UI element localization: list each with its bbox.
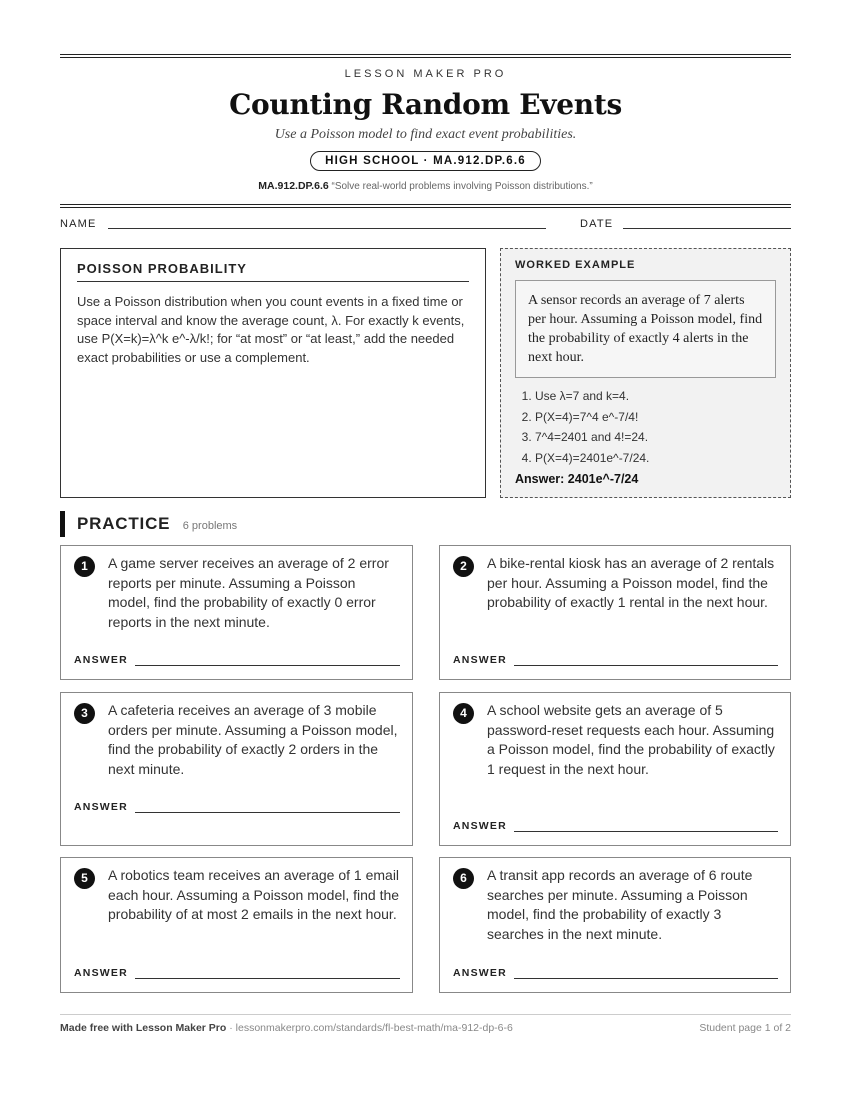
problem-number-badge: 2 <box>453 556 474 577</box>
answer-label: ANSWER <box>74 654 128 666</box>
grade-standard-badge: HIGH SCHOOL · MA.912.DP.6.6 <box>310 151 541 171</box>
problem-number-badge: 3 <box>74 703 95 724</box>
worked-example-answer: Answer: 2401e^-7/24 <box>515 472 639 486</box>
worked-example-title: WORKED EXAMPLE <box>515 259 636 271</box>
answer-field[interactable] <box>514 831 778 832</box>
answer-row <box>74 653 400 667</box>
answer-label: ANSWER <box>453 654 507 666</box>
answer-row <box>453 966 778 980</box>
name-label: NAME <box>60 218 97 230</box>
answer-row <box>74 966 400 980</box>
worked-step: 2. P(X=4)=7^4 e^-7/4! <box>535 407 776 428</box>
answer-label: ANSWER <box>74 801 128 813</box>
answer-field[interactable] <box>135 812 400 813</box>
standard-text: “Solve real-world problems involving Poisson distributions.” <box>331 181 593 192</box>
problem-card-2 <box>439 545 791 680</box>
name-date-row <box>60 214 791 234</box>
page-title: Counting Random Events <box>229 88 622 121</box>
answer-field[interactable] <box>514 665 778 666</box>
worked-example-steps <box>515 386 776 468</box>
problem-card-6 <box>439 857 791 993</box>
answer-label: ANSWER <box>453 820 507 832</box>
footer-made-with: Made free with Lesson Maker Pro <box>60 1022 227 1034</box>
problem-number-badge: 4 <box>453 703 474 724</box>
answer-field[interactable] <box>514 978 778 979</box>
problem-text: A cafeteria receives an average of 3 mobile orders per minute. Assuming a Poisson model, find the probability of exactly 2 orders in the next minute. <box>108 702 398 777</box>
problem-card-4 <box>439 692 791 846</box>
brand-name: LESSON MAKER PRO <box>344 68 507 80</box>
worked-step: 4. P(X=4)=2401e^-7/24. <box>535 448 776 469</box>
concept-body: Use a Poisson distribution when you count events in a fixed time or space interval and know the average count, λ. For exactly k events, use P(X=k)=λ^k e^-λ/k!; for “at most” or “at least,” add the needed exact probabilities or use a complement. <box>77 294 465 365</box>
problem-card-3 <box>60 692 413 846</box>
standard-code: MA.912.DP.6.6 <box>258 180 329 192</box>
date-field[interactable] <box>623 228 791 229</box>
header-bottom-rule <box>60 204 791 208</box>
problem-card-5 <box>60 857 413 993</box>
worked-example-box <box>500 248 791 498</box>
worked-step: 3. 7^4=2401 and 4!=24. <box>535 427 776 448</box>
name-field[interactable] <box>108 228 546 229</box>
worksheet-page <box>60 54 791 1034</box>
problem-number-badge: 5 <box>74 868 95 889</box>
problem-number-badge: 1 <box>74 556 95 577</box>
worked-step: 1. Use λ=7 and k=4. <box>535 386 776 407</box>
problem-text: A robotics team receives an average of 1 email each hour. Assuming a Poisson model, find the probability of at most 2 emails in the next hour. <box>108 867 400 922</box>
concept-title: POISSON PROBABILITY <box>77 261 469 282</box>
answer-row <box>74 800 400 814</box>
worksheet-header <box>60 58 791 192</box>
footer-page-number: Student page 1 of 2 <box>699 1022 791 1034</box>
practice-title: PRACTICE <box>77 514 171 533</box>
practice-count: 6 problems <box>182 520 238 532</box>
problem-card-1 <box>60 545 413 680</box>
practice-heading <box>60 511 237 537</box>
answer-label: ANSWER <box>453 967 507 979</box>
answer-label: ANSWER <box>74 967 128 979</box>
page-subtitle: Use a Poisson model to find exact event probabilities. <box>274 127 577 142</box>
standard-description <box>60 180 791 192</box>
concept-box <box>60 248 486 498</box>
answer-field[interactable] <box>135 978 400 979</box>
answer-row <box>453 653 778 667</box>
problem-text: A game server receives an average of 2 error reports per minute. Assuming a Poisson model, find the probability of exactly 0 error reports in the next minute. <box>108 555 389 630</box>
problem-number-badge: 6 <box>453 868 474 889</box>
problem-text: A bike-rental kiosk has an average of 2 rentals per hour. Assuming a Poisson model, find the probability of exactly 1 rental in the next hour. <box>487 555 775 610</box>
worked-example-problem: A sensor records an average of 7 alerts per hour. Assuming a Poisson model, find the probability of exactly 4 alerts in the next hour. <box>515 280 776 378</box>
footer-url[interactable]: · lessonmakerpro.com/standards/fl-best-math/ma-912-dp-6-6 <box>226 1022 513 1034</box>
date-label: DATE <box>580 218 614 230</box>
answer-row <box>453 819 778 833</box>
answer-field[interactable] <box>135 665 400 666</box>
problem-text: A transit app records an average of 6 route searches per minute. Assuming a Poisson model, find the probability of exactly 3 searches in the next minute. <box>487 867 753 942</box>
problem-text: A school website gets an average of 5 password-reset requests each hour. Assuming a Poisson model, find the probability of exactly 1 request in the next hour. <box>487 702 775 777</box>
page-footer <box>60 1014 791 1034</box>
